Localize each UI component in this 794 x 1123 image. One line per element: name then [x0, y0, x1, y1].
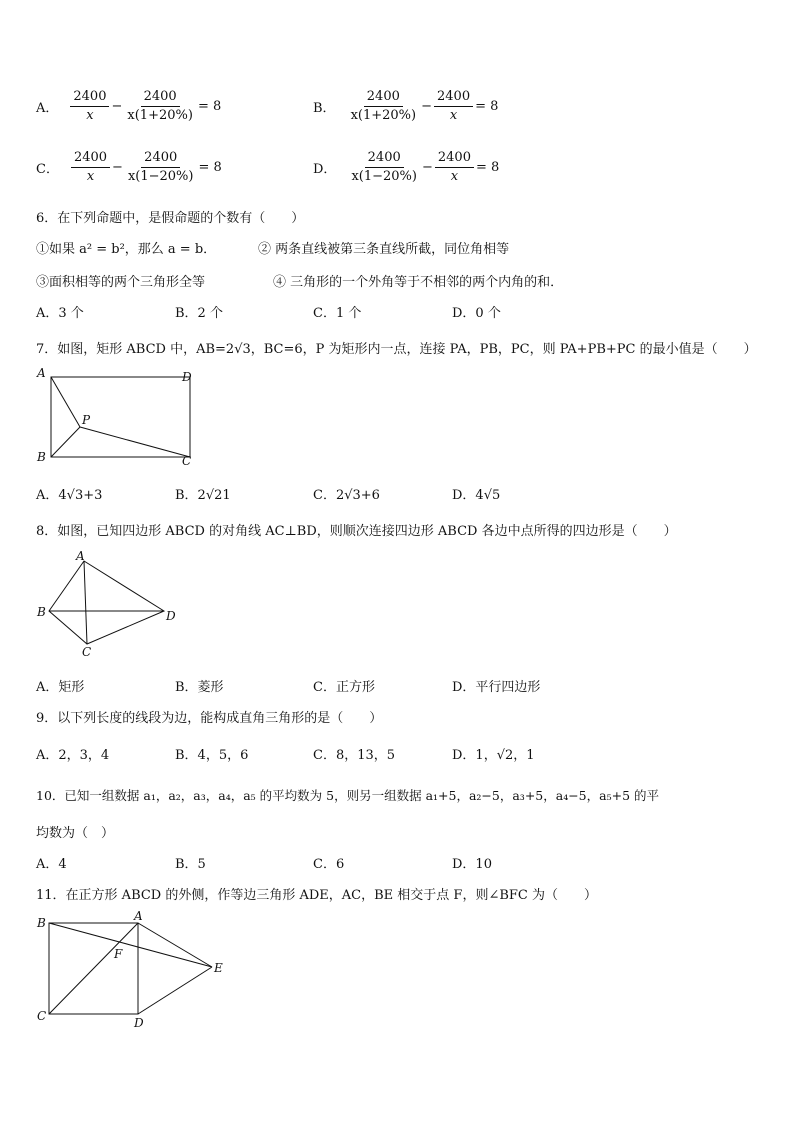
- q7-rectangle-figure: [34, 364, 200, 470]
- q9-option-a[interactable]: A．2，3，4: [36, 748, 110, 763]
- option-letter: C．: [36, 162, 59, 177]
- q8-stem: 8．如图，已知四边形 ABCD 的对角线 AC⊥BD，则顺次连接四边形 ABCD 各边中点所得的四边形是（ ）: [36, 524, 677, 539]
- q9-stem: 9．以下列长度的线段为边，能构成直角三角形的是（ ）: [36, 711, 383, 726]
- fraction: $\frac{2400}{x(1-20\%)}$: [351, 150, 417, 184]
- label-a: A: [134, 909, 143, 923]
- q10-stem-line2: 均数为（ ）: [36, 826, 115, 841]
- q7-option-b[interactable]: B．2√21: [175, 488, 231, 503]
- q5-option-d[interactable]: [313, 149, 499, 186]
- q6-option-b[interactable]: B．2 个: [175, 306, 223, 321]
- label-d: D: [166, 609, 176, 623]
- q6-statement-4: ④ 三角形的一个外角等于不相邻的两个内角的和．: [273, 275, 564, 290]
- q5-option-b[interactable]: [313, 88, 498, 125]
- operator: −: [111, 99, 123, 114]
- fraction: $\frac{2400}{x}$: [71, 149, 110, 186]
- q6-option-a[interactable]: A．3 个: [36, 306, 84, 321]
- q9-option-c[interactable]: C．8，13，5: [313, 748, 396, 763]
- q10-option-d[interactable]: D．10: [452, 857, 492, 872]
- q8-option-c[interactable]: C．正方形: [313, 680, 375, 695]
- q9-option-d[interactable]: D．1，√2，1: [452, 748, 535, 763]
- q6-statement-2: ② 两条直线被第三条直线所截，同位角相等: [258, 242, 510, 257]
- q7-option-a[interactable]: A．4√3+3: [36, 488, 103, 503]
- segment-de: [138, 967, 212, 1014]
- q10-option-c[interactable]: C．6: [313, 857, 345, 872]
- q9-option-b[interactable]: B．4，5，6: [175, 748, 249, 763]
- label-d: D: [182, 370, 192, 384]
- fraction: $\frac{2400}{x(1+20\%)}$: [127, 89, 193, 123]
- q10-option-b[interactable]: B．5: [175, 857, 206, 872]
- label-c: C: [82, 645, 92, 659]
- equals-8: = 8: [197, 99, 222, 114]
- q8-quadrilateral-figure: [34, 548, 184, 660]
- q7-stem: 7．如图，矩形 ABCD 中，AB=2√3，BC=6，P 为矩形内一点，连接 PA，PB，PC，则 PA+PB+PC 的最小值是（ ）: [36, 342, 757, 357]
- rectangle-abcd: [51, 377, 190, 457]
- fraction: $\frac{2400}{x(1+20\%)}$: [350, 89, 417, 123]
- label-p: P: [82, 413, 91, 427]
- label-b: B: [37, 450, 46, 464]
- fraction: $\frac{2400}{x(1-20\%)}$: [127, 150, 194, 184]
- segment-pc: [80, 427, 190, 457]
- q5-option-c[interactable]: [36, 149, 222, 186]
- segment-pb: [51, 427, 80, 457]
- q6-option-c[interactable]: C．1 个: [313, 306, 362, 321]
- q6-statement-3: ③面积相等的两个三角形全等: [36, 275, 206, 290]
- label-e: E: [214, 961, 223, 975]
- equals-8: = 8: [475, 99, 499, 114]
- q6-option-d[interactable]: D．0 个: [452, 306, 501, 321]
- operator: −: [112, 160, 123, 175]
- label-a: A: [76, 549, 85, 563]
- segment-pa: [51, 377, 80, 427]
- q5-option-a[interactable]: [36, 88, 221, 125]
- q8-option-d[interactable]: D．平行四边形: [452, 680, 541, 695]
- q10-option-a[interactable]: A．4: [36, 857, 67, 872]
- equals-8: = 8: [198, 160, 222, 175]
- option-letter: D．: [313, 162, 337, 177]
- q6-statement-1: ①如果 a² = b²，那么 a = b．: [36, 242, 217, 257]
- label-c: C: [182, 454, 192, 468]
- option-letter: B．: [313, 101, 336, 116]
- equals-8: = 8: [475, 160, 500, 175]
- q7-option-d[interactable]: D．4√5: [452, 488, 501, 503]
- label-a: A: [37, 366, 46, 380]
- segment-be: [49, 923, 212, 967]
- fraction: $\frac{2400}{x}$: [434, 88, 473, 125]
- option-letter: A．: [36, 101, 59, 116]
- label-b: B: [37, 605, 46, 619]
- q6-stem: 6．在下列命题中，是假命题的个数有（ ）: [36, 211, 305, 226]
- diagonal-ac: [84, 561, 87, 644]
- segment-ae: [138, 923, 212, 967]
- operator: −: [421, 160, 433, 175]
- label-c: C: [37, 1009, 47, 1023]
- q11-square-triangle-figure: [34, 908, 230, 1032]
- label-b: B: [37, 916, 46, 930]
- label-f: F: [114, 947, 123, 961]
- q10-stem-line1: 10．已知一组数据 a₁，a₂，a₃，a₄，a₅ 的平均数为 5，则另一组数据 a₁+5，a₂−5，a₃+5，a₄−5，a₅+5 的平: [36, 788, 659, 803]
- fraction: $\frac{2400}{x}$: [70, 88, 109, 125]
- q8-option-b[interactable]: B．菱形: [175, 680, 224, 695]
- fraction: $\frac{2400}{x}$: [435, 149, 474, 186]
- q8-option-a[interactable]: A．矩形: [36, 680, 85, 695]
- q7-option-c[interactable]: C．2√3+6: [313, 488, 380, 503]
- quadrilateral-abcd: [49, 561, 164, 644]
- q11-stem: 11．在正方形 ABCD 的外侧，作等边三角形 ADE，AC，BE 相交于点 F，则∠BFC 为（ ）: [36, 888, 597, 903]
- operator: −: [421, 99, 433, 114]
- segment-ac: [49, 923, 138, 1014]
- label-d: D: [134, 1016, 144, 1030]
